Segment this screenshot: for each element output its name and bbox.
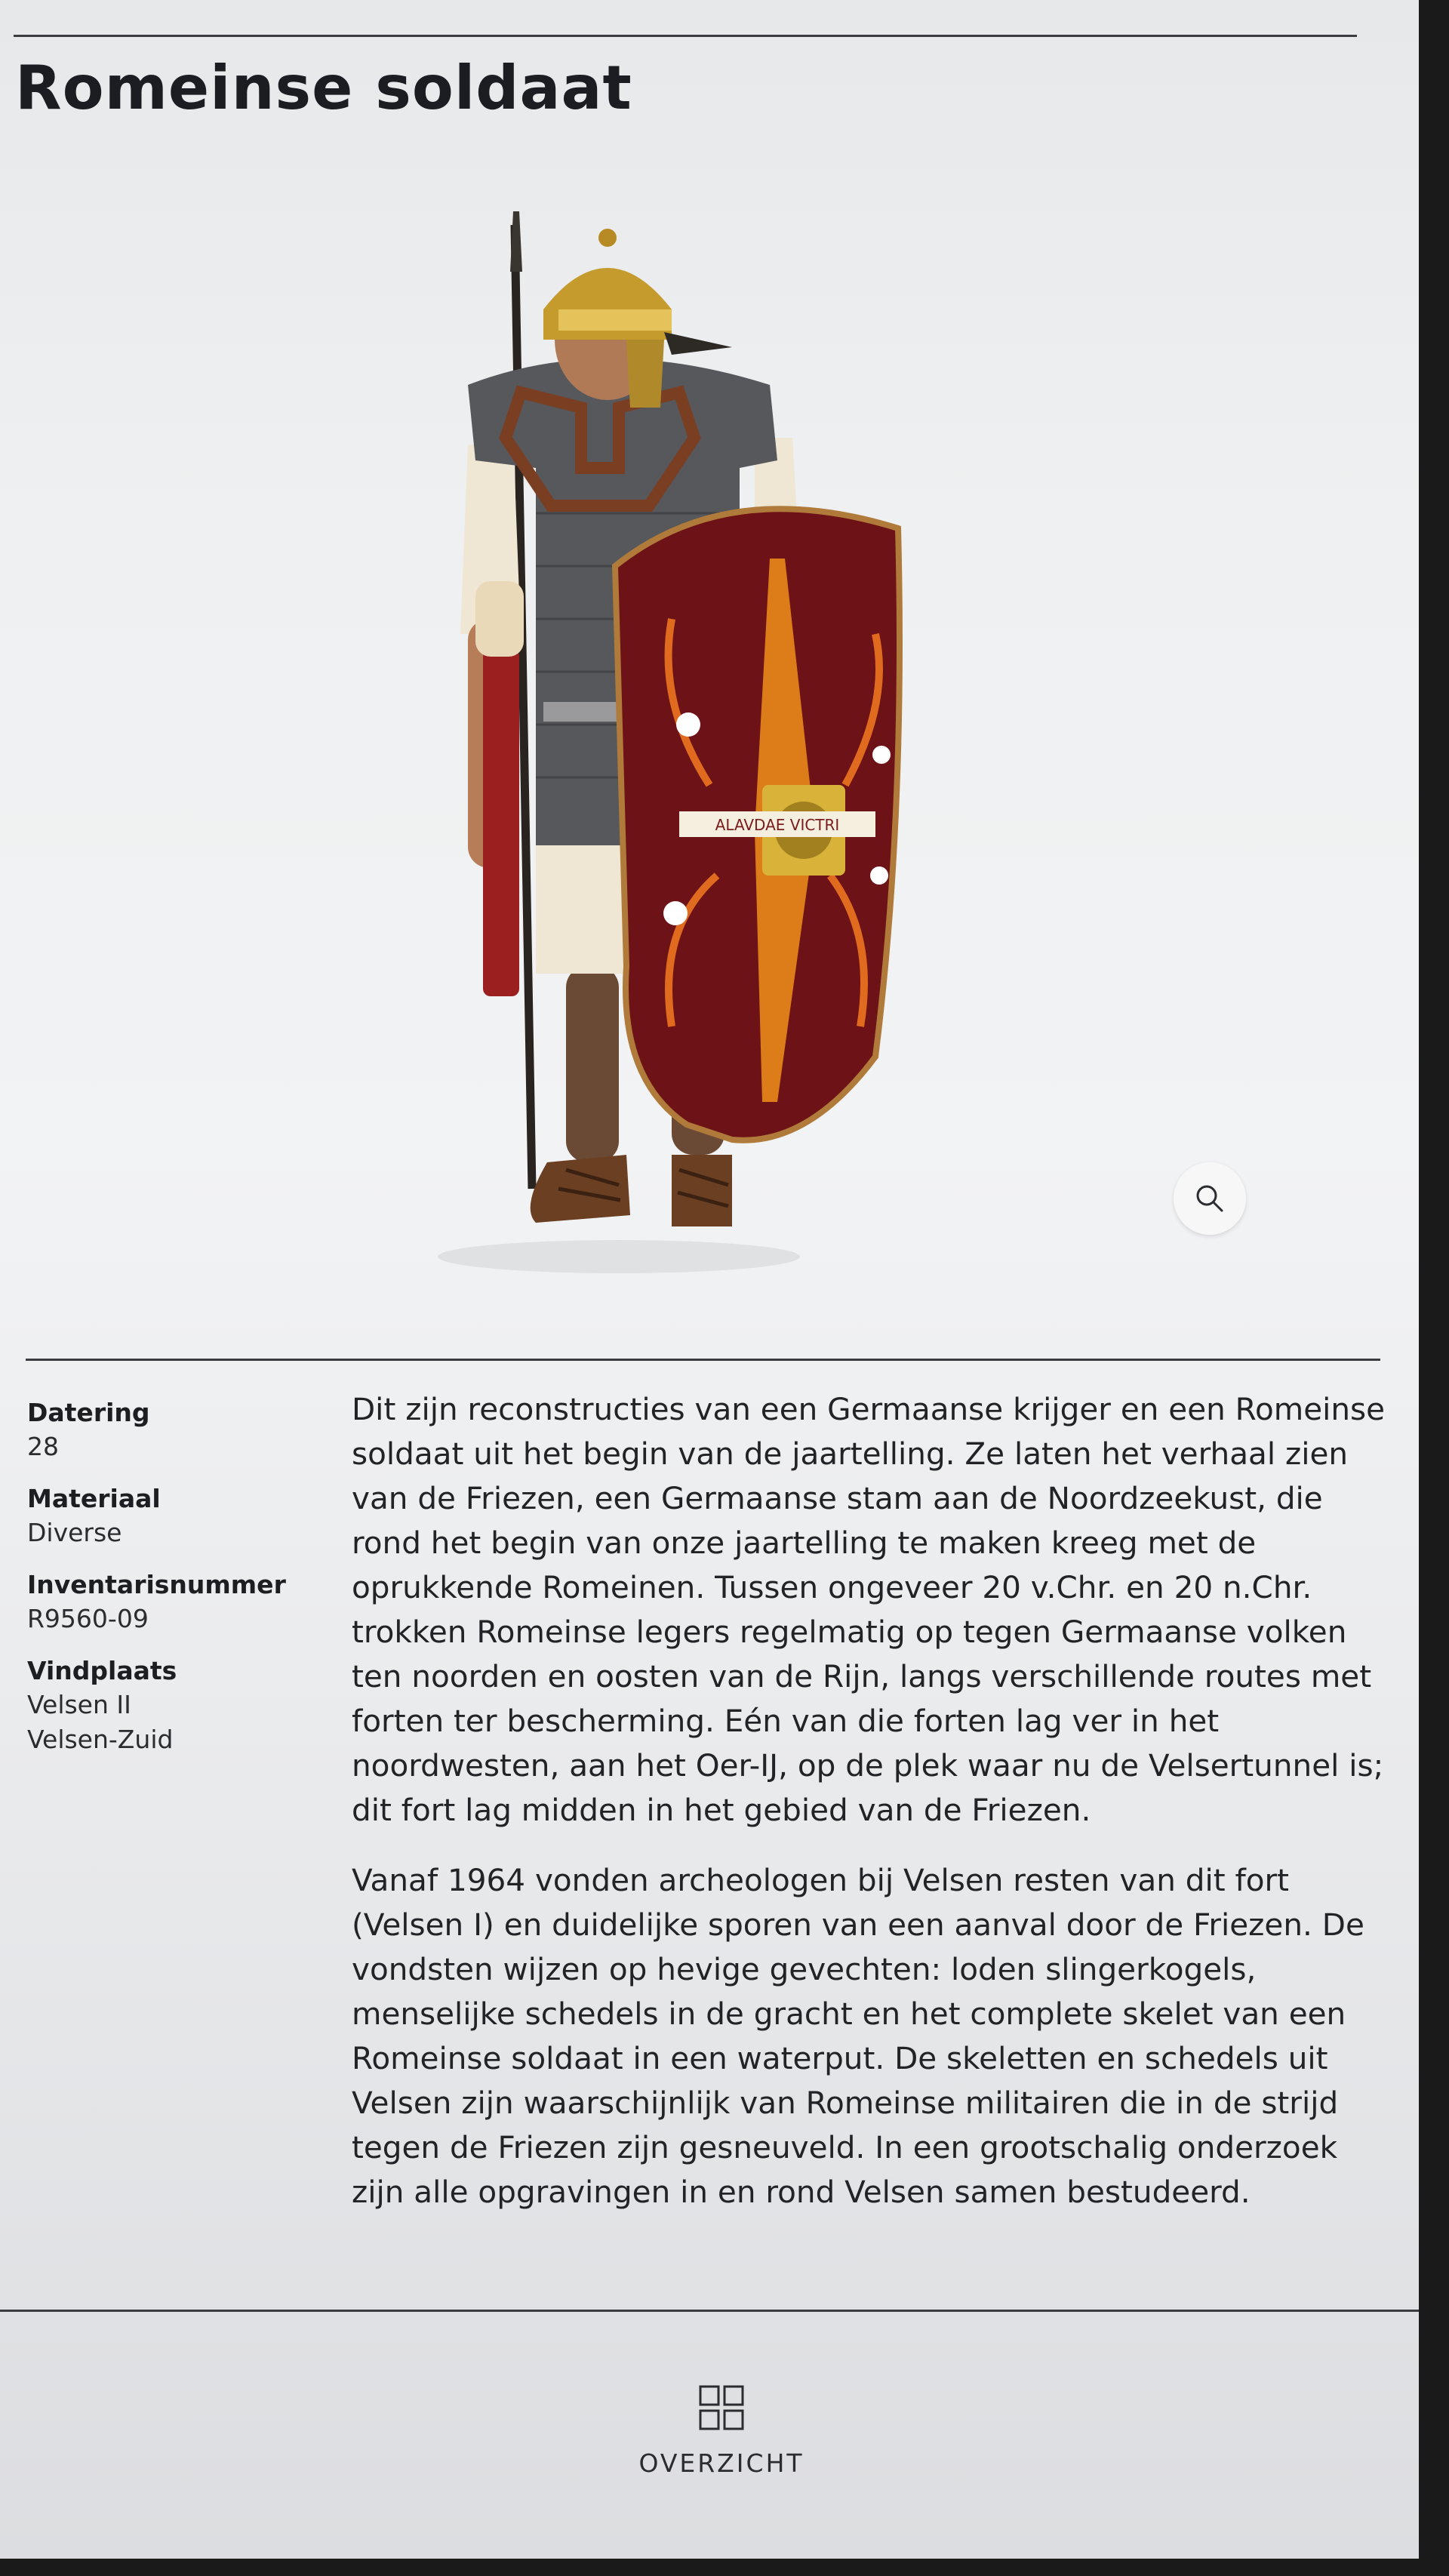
detail-label: Inventarisnummer — [27, 1570, 286, 1599]
content-divider — [26, 1359, 1380, 1361]
detail-vindplaats — [27, 1654, 329, 1757]
detail-label: Vindplaats — [27, 1656, 177, 1685]
detail-label: Datering — [27, 1398, 150, 1427]
detail-value: Diverse — [27, 1518, 122, 1547]
top-divider — [14, 35, 1357, 37]
footer-divider — [0, 2310, 1419, 2312]
detail-datering — [27, 1396, 329, 1464]
page-title: Romeinse soldaat — [15, 53, 632, 123]
detail-value: 28 — [27, 1432, 59, 1461]
detail-inventarisnummer — [27, 1568, 329, 1636]
search-icon — [1193, 1182, 1226, 1215]
overview-button[interactable] — [604, 2385, 839, 2478]
detail-value: R9560-09 — [27, 1604, 149, 1633]
detail-value: Velsen-Zuid — [27, 1725, 174, 1754]
zoom-button[interactable] — [1174, 1162, 1246, 1235]
object-image[interactable] — [423, 211, 996, 1298]
roman-soldier-illustration — [423, 211, 996, 1298]
description-paragraph: Vanaf 1964 vonden archeologen bij Velsen resten van dit fort (Velsen I) en duidelijke sporen van een aanval door de Friezen. De vondsten wijzen op hevige gevechten: loden slingerkogels, menselijke schedels in de gracht en het complete skelet van een Romeinse soldaat in een waterput. De skeletten en schedels uit Velsen zijn waarschijnlijk van Romeinse militairen die in de strijd tegen de Friezen zijn gesneuveld. In een grootschalig onderzoek zijn alle opgravingen in en rond Velsen samen bestudeerd. — [352, 1862, 1364, 2210]
grid-icon — [699, 2385, 744, 2430]
object-description — [352, 1387, 1393, 2240]
object-details — [27, 1396, 329, 1775]
detail-materiaal — [27, 1482, 329, 1550]
detail-label: Materiaal — [27, 1484, 161, 1513]
shield-inscription: ALAVDAE VICTRI — [715, 816, 840, 834]
overview-label: OVERZICHT — [638, 2448, 804, 2478]
description-paragraph: Dit zijn reconstructies van een Germaanse krijger en een Romeinse soldaat uit het begin van de jaartelling. Ze laten het verhaal zien van de Friezen, een Germaanse stam aan de Noordzeekust, die rond het begin van onze jaartelling te maken kreeg met de oprukkende Romeinen. Tussen ongeveer 20 v.Chr. en 20 n.Chr. trokken Romeinse legers regelmatig op tegen Germaanse volken ten noorden en oosten van de Rijn, langs verschillende routes met forten ter bescherming. Eén van die forten lag ver in het noordwesten, aan het Oer-IJ, op de plek waar nu de Velsertunnel is; dit fort lag midden in het gebied van de Friezen. — [352, 1391, 1386, 1828]
detail-value: Velsen II — [27, 1690, 131, 1719]
